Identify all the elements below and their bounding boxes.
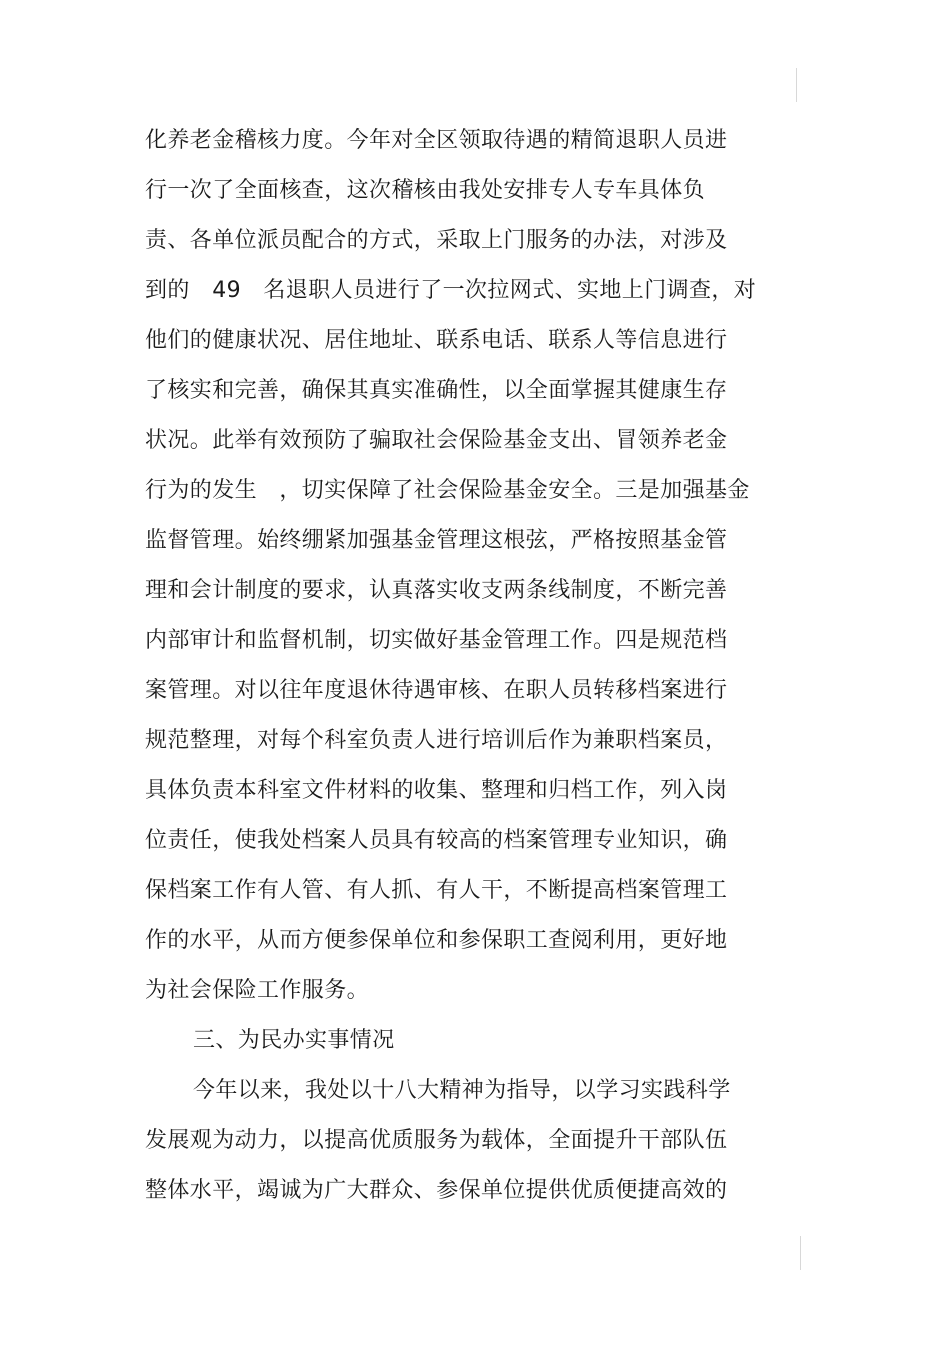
paragraph-first-line: 今年以来，我处以十八大精神为指导，以学习实践科学	[193, 1078, 731, 1103]
text-line: 案管理。对以往年度退休待遇审核、在职人员转移档案进行	[145, 678, 728, 703]
text-line: 规范整理，对每个科室负责人进行培训后作为兼职档案员，	[145, 728, 728, 753]
page-margin-mark-top	[796, 68, 797, 102]
text-line: 监督管理。始终绷紧加强基金管理这根弦，严格按照基金管	[145, 528, 728, 553]
text-line: 保档案工作有人管、有人抓、有人干，不断提高档案管理工	[145, 878, 728, 903]
body-text	[145, 116, 765, 1216]
text-line: 责、各单位派员配合的方式，采取上门服务的办法，对涉及	[145, 228, 728, 253]
text-line: 具体负责本科室文件材料的收集、整理和归档工作，列入岗	[145, 778, 728, 803]
text-line: 他们的健康状况、居住地址、联系电话、联系人等信息进行	[145, 328, 728, 353]
text-line: 整体水平，竭诚为广大群众、参保单位提供优质便捷高效的	[145, 1178, 728, 1203]
text-line: 状况。此举有效预防了骗取社会保险基金支出、冒领养老金	[145, 428, 728, 453]
text-line: 理和会计制度的要求，认真落实收支两条线制度，不断完善	[145, 578, 728, 603]
text-line: 为社会保险工作服务。	[145, 978, 370, 1003]
text-line: 行一次了全面核查，这次稽核由我处安排专人专车具体负	[145, 178, 706, 203]
section-heading: 三、为民办实事情况	[193, 1028, 395, 1053]
text-line: 化养老金稽核力度。今年对全区领取待遇的精简退职人员进	[145, 128, 728, 153]
text-line: 到的 49 名退职人员进行了一次拉网式、实地上门调查，对	[145, 278, 757, 303]
text-line: 位责任，使我处档案人员具有较高的档案管理专业知识，确	[145, 828, 728, 853]
text-line: 行为的发生 ，切实保障了社会保险基金安全。三是加强基金	[145, 478, 750, 503]
text-line: 了核实和完善，确保其真实准确性，以全面掌握其健康生存	[145, 378, 728, 403]
text-line: 发展观为动力，以提高优质服务为载体，全面提升干部队伍	[145, 1128, 728, 1153]
text-line: 作的水平，从而方便参保单位和参保职工查阅利用，更好地	[145, 928, 728, 953]
page-margin-mark-bottom	[800, 1236, 801, 1270]
text-line: 内部审计和监督机制，切实做好基金管理工作。四是规范档	[145, 628, 728, 653]
